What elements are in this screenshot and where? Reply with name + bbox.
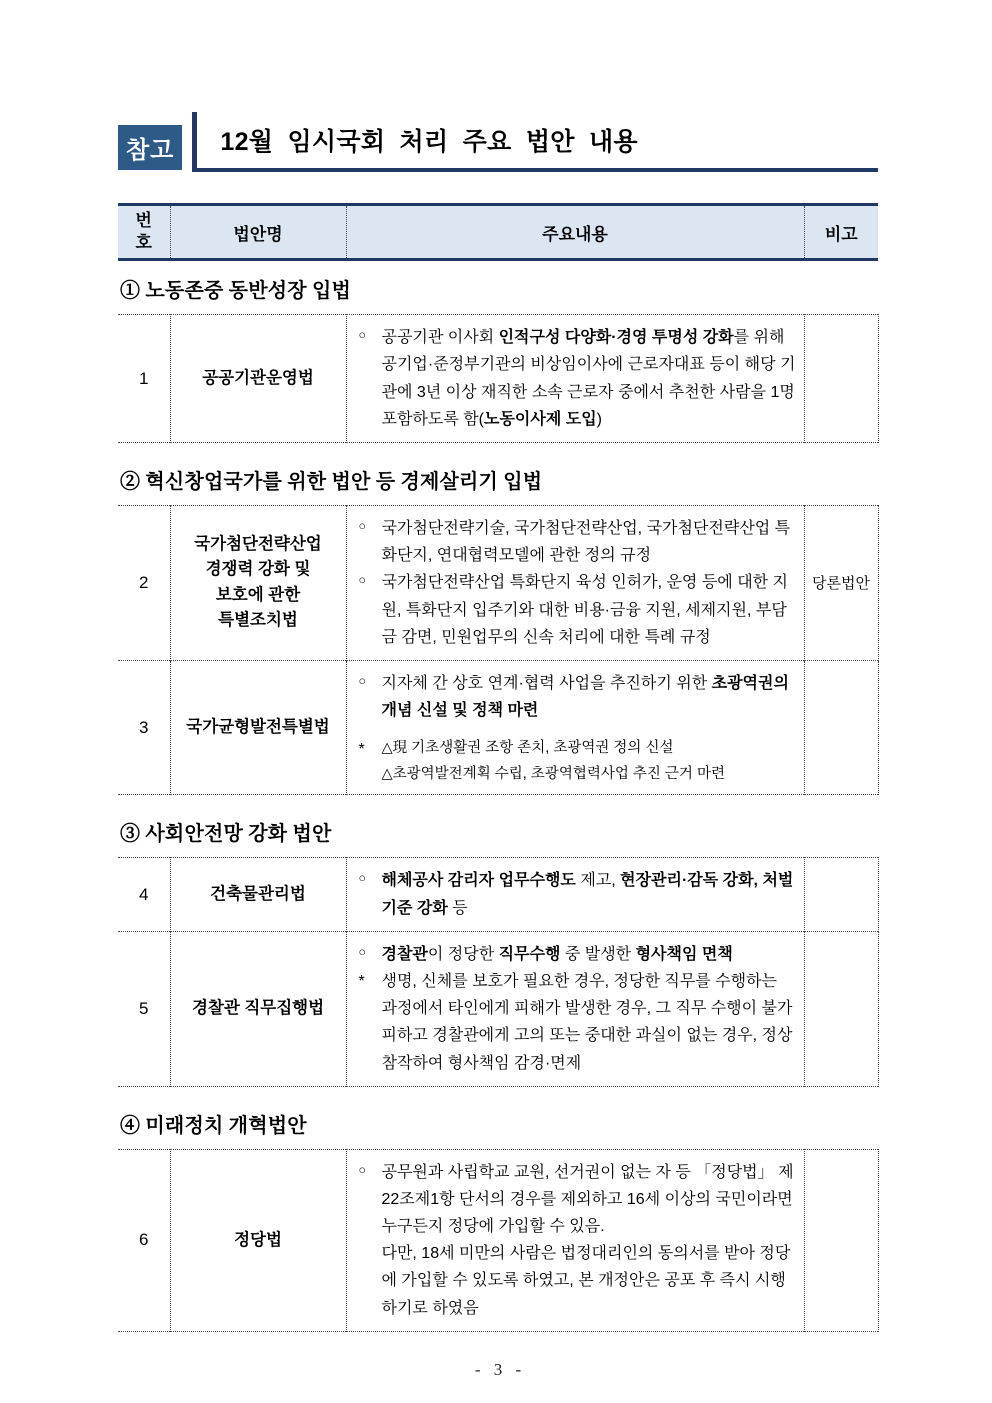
asterisk-marker: *	[358, 972, 365, 990]
circle-bullet-marker: ○	[358, 944, 367, 959]
bill-content-cell	[346, 660, 804, 795]
bill-table	[118, 1149, 879, 1332]
circle-bullet-marker: ○	[358, 1162, 367, 1177]
circle-bullet-marker: ○	[358, 673, 367, 688]
section-heading: ① 노동존중 동반성장 입법	[120, 280, 351, 303]
page-header	[118, 112, 878, 172]
bill-content-cell	[346, 505, 804, 660]
bill-name-cell: 국가균형발전특별법	[170, 660, 346, 795]
section-heading: ④ 미래정치 개혁법안	[120, 1114, 307, 1137]
content-paragraph	[357, 867, 796, 921]
paragraph-text: △초광역발전계획 수립, 초광역협력사업 추진 근거 마련	[381, 765, 725, 782]
asterisk-marker: *	[358, 741, 365, 759]
section-heading: ③ 사회안전망 강화 법안	[120, 823, 332, 846]
content-paragraph	[357, 1240, 796, 1322]
bill-content-cell	[346, 315, 804, 443]
bill-section	[118, 274, 878, 443]
reference-badge: 참고	[118, 125, 182, 170]
circle-bullet-marker: ○	[358, 871, 367, 886]
bill-table	[118, 314, 879, 443]
paragraph-text: 지자체 간 상호 연계·협력 사업을 추진하기 위한 초광역권의 개념 신설 및 정책 마련	[381, 674, 789, 720]
circle-bullet-marker: ○	[358, 328, 367, 343]
bill-content-cell	[346, 858, 804, 931]
bill-table-header	[118, 203, 878, 261]
bill-note-cell	[804, 1149, 878, 1331]
column-header-number: 번호	[135, 211, 152, 253]
bill-name-cell: 국가첨단전략산업 경쟁력 강화 및 보호에 관한 특별조치법	[170, 505, 346, 660]
paragraph-text: 경찰관이 정당한 직무수행 중 발생한 형사책임 면책	[381, 945, 733, 963]
table-row	[118, 505, 878, 660]
title-block	[192, 112, 878, 172]
table-row	[118, 858, 878, 931]
bill-note-cell	[804, 931, 878, 1086]
indent-spacer	[357, 1240, 382, 1322]
section-heading: ② 혁신창업국가를 위한 법안 등 경제살리기 입법	[120, 470, 543, 493]
bill-note-cell	[804, 315, 878, 443]
row-number-cell: 1	[139, 368, 149, 388]
paragraph-text: △現 기초생활권 조항 존치, 초광역권 정의 신설	[381, 740, 674, 757]
content-paragraph	[357, 515, 796, 569]
bill-name-cell: 정당법	[170, 1149, 346, 1331]
row-number-cell: 6	[139, 1230, 149, 1250]
bill-table	[118, 857, 879, 1086]
circle-bullet-marker: ○	[358, 573, 367, 588]
bill-table	[118, 505, 879, 795]
row-number-cell: 4	[139, 884, 149, 904]
paragraph-text: 국가첨단전략산업 특화단지 육성 인허가, 운영 등에 대한 지원, 특화단지 입주기와 대한 비용·금융 지원, 세제지원, 부담금 감면, 민원업무의 신속 처리에 대한 특례 규정	[381, 574, 789, 646]
bill-name-cell: 경찰관 직무집행법	[170, 931, 346, 1086]
content-paragraph	[357, 670, 796, 724]
content-paragraph	[357, 569, 796, 651]
bill-name-cell: 건축물관리법	[170, 858, 346, 931]
indent-spacer	[357, 763, 382, 786]
bill-sections	[118, 274, 878, 1332]
paragraph-text: 공무원과 사립학교 교원, 선거권이 없는 자 등 「정당법」 제22조제1항 단서의 경우를 제외하고 16세 이상의 국민이라면 누구든지 정당에 가입할 수 있음.	[381, 1163, 794, 1236]
bill-name-cell: 공공기관운영법	[170, 315, 346, 443]
row-number-cell: 3	[139, 717, 149, 737]
column-header-note: 비고	[804, 205, 878, 260]
column-header-content: 주요내용	[346, 205, 804, 260]
paragraph-text: 국가첨단전략기술, 국가첨단전략산업, 국가첨단전략산업 특화단지, 연대협력모델에 관한 정의 규정	[381, 519, 791, 565]
circle-bullet-marker: ○	[358, 518, 367, 533]
column-header-bill-name: 법안명	[170, 205, 346, 260]
content-paragraph	[357, 941, 796, 968]
table-row	[118, 315, 878, 443]
row-number-cell: 5	[139, 998, 149, 1018]
bill-section	[118, 1109, 878, 1332]
paragraph-text: 생명, 신체를 보호가 필요한 경우, 정당한 직무를 수행하는 과정에서 타인에게 피해가 발생한 경우, 그 직무 수행이 불가피하고 경찰관에게 고의 또는 중대한 과실이 없는 경우, 정상참작하여 형사책임 감경·면제	[381, 972, 793, 1072]
header-row	[118, 205, 878, 260]
bill-section	[118, 817, 878, 1086]
content-paragraph	[357, 737, 796, 762]
page-number: - 3 -	[474, 1359, 522, 1379]
page-title: 12월 임시국회 처리 주요 법안 내용	[220, 128, 638, 156]
paragraph-text: 다만, 18세 미만의 사람은 법정대리인의 동의서를 받아 정당에 가입할 수 있도록 하였고, 본 개정안은 공포 후 즉시 시행하기로 하였음	[381, 1245, 791, 1317]
bill-note-cell: 당론법안	[804, 505, 878, 660]
content-paragraph	[357, 763, 796, 786]
content-paragraph	[357, 1159, 796, 1241]
page-footer	[118, 1360, 878, 1380]
bill-note-cell	[804, 660, 878, 795]
paragraph-text: 공공기관 이사회 인적구성 다양화·경영 투명성 강화를 위해 공기업·준정부기관의 비상임이사에 근로자대표 등이 해당 기관에 3년 이상 재직한 소속 근로자 중에서 추천한 사람을 1명 포함하도록 함(노동이사제 도입)	[381, 329, 796, 428]
bill-section	[118, 465, 878, 795]
table-row	[118, 660, 878, 795]
bill-content-cell	[346, 1149, 804, 1331]
content-paragraph	[357, 968, 796, 1077]
bill-note-cell	[804, 858, 878, 931]
bill-content-cell	[346, 931, 804, 1086]
content-paragraph	[357, 324, 796, 433]
table-row	[118, 931, 878, 1086]
table-row	[118, 1149, 878, 1331]
paragraph-text: 해체공사 감리자 업무수행도 제고, 현장관리·감독 강화, 처벌기준 강화 등	[381, 872, 794, 917]
row-number-cell: 2	[139, 572, 149, 592]
